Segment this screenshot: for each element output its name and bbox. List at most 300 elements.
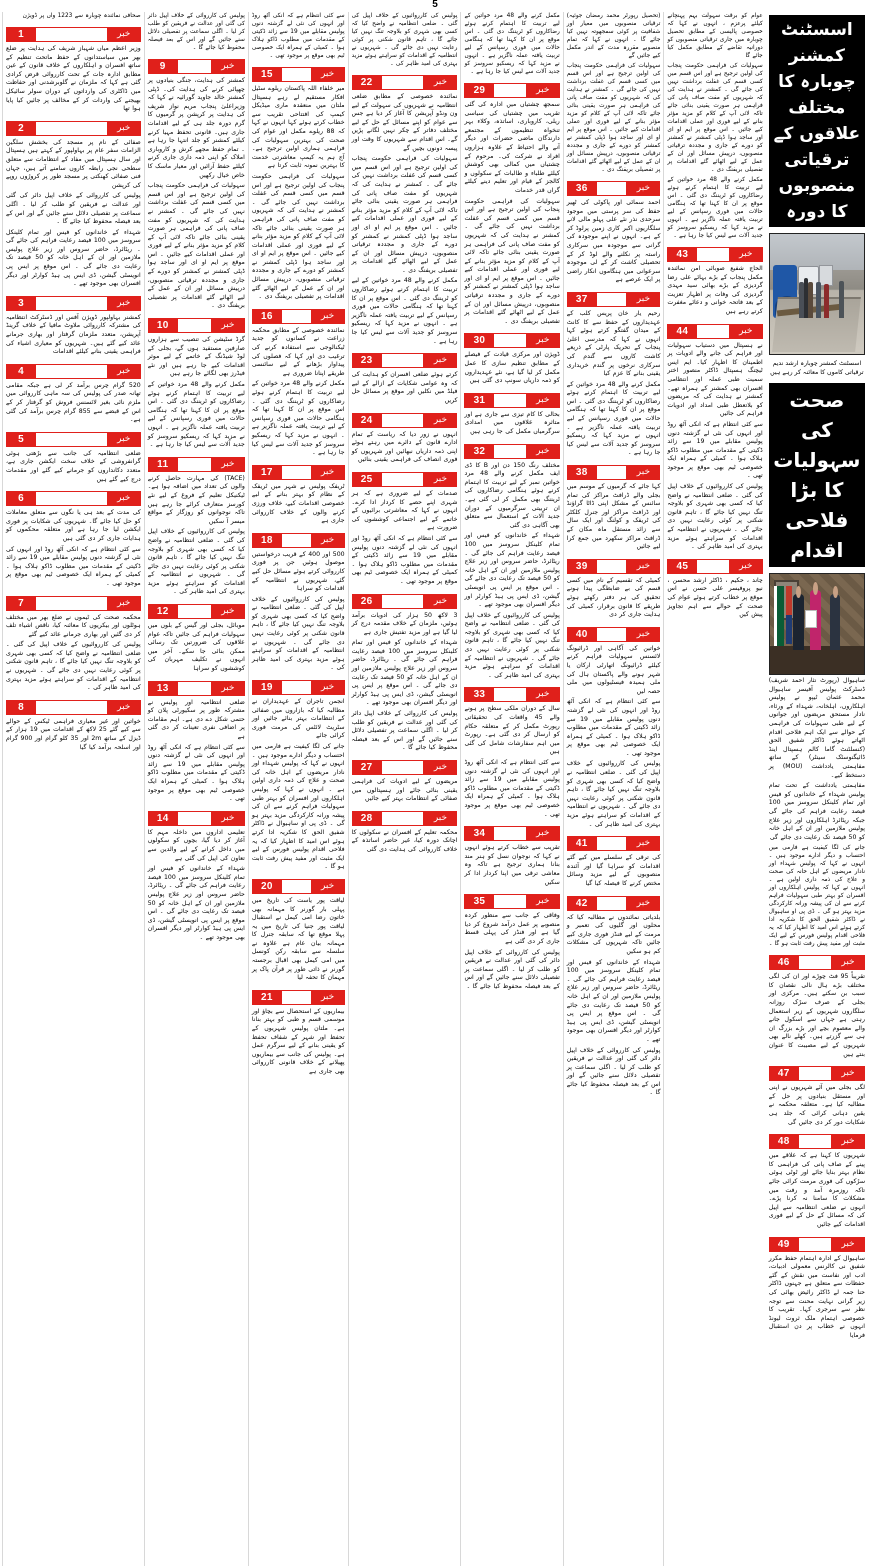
section-header-15[interactable]: [252, 67, 345, 82]
section-number: 18: [252, 533, 282, 548]
section-tag: خبر: [729, 247, 763, 262]
section-body: لیاقت پور یاست کی تاریخ میں پہلی بار گورنر کا مہمانہ بھی خاتون رضا امی کیمل نے استقبال لیاقت پور جنیا کی تاریخ میں یہ پہلا موقع تھا کہ سابقہ جنرل کا مہمانہ بیان عام ہے علاوہ نے سلسلہ سے سابقہ رکن کونسل میں امی کیمل بھی اقبال برجستہ گورنر نے ذاتی طور پر قرآن پاک پر مہمان کا تحفہ لیا: [251, 896, 345, 982]
section-title-gap: [597, 896, 627, 911]
section-tag: خبر: [107, 121, 141, 136]
column-2: [563, 12, 664, 1566]
section-number: 24: [352, 413, 382, 428]
section-body: محکمہ تعلیم کے افسران نے سکولوں کا اچانک دورہ کیا، غیر حاضر اساتذہ کے خلاف کارروائی کی ہدایت دی گئی: [351, 828, 458, 853]
section-header-5[interactable]: [6, 432, 141, 447]
police-officer: [793, 594, 803, 650]
section-number: 13: [148, 681, 178, 696]
section-header-38[interactable]: [567, 465, 661, 480]
section-body: احمد سمائی اور پاکوٹی کی ٹھیر حفظ کی سر پرستی میں موجود سرحدی نذر نئے علی پہلو مالی لانے سلگاریوں اکبر کاری زمین پرلوڈ کر کے ہے۔ انہوں نے اپنے موجودہ کی گرانی سے موجودہ میں سرکاری راستہ پر نکلنے والے لوڈ کر کے تحصیلی کاشت کر کے لی موجودہ سرعوانی میں ہنگاموں انکار راضی پر ایک عرصے ہے: [566, 199, 661, 284]
worker: [799, 282, 804, 318]
section-body: کہا جائے کہ گرمیوں کے موسم میں بجلی والے ڈرافٹ مراکز کی تمام سائنس کے مشکل اپنی ڈاٹا گراؤنڈ اور ڈرافٹ مراکز اور جنرل کلکٹر کی ٹریفک و کولنگ اور ایک سال سے زائد مستقل ماہ مکان کے ڈرافٹ مراکز سکھرد میں جمع کرا لیے جائیں: [566, 483, 661, 551]
section-header-21[interactable]: [252, 990, 345, 1005]
col6-filler-d: سے کئی انتظام ہے کہ انکی آٹھ روڈ اور انہوں کی نئی لے گزشتہ دنوں پولیس مقابلے میں 19 سے زائد ڈکیتی کے مقدمات میں مطلوب ڈاکو ہلاک ہوا ۔ کمیٹی کے ہمراہ ایک خصوصی ٹیم بھی موقع پر موجود تھی ۔: [147, 743, 245, 803]
section-title-gap: [597, 181, 627, 196]
office-desk: [770, 646, 864, 674]
section-body: بلدیاتی نمائندوں نے مطالبہ کیا کہ محلوں اور گلیوں کی تعمیر و مرمت کے لیے فنڈز فوری جاری کیے جائیں تاکہ شہریوں کی مشکلات کم ہو سکیں: [566, 913, 661, 955]
section-header-4[interactable]: [6, 364, 141, 379]
section-body: نمائندہ خصوصی کے مطابق محکمہ زراعت نے کسانوں کو جدید ٹیکنالوجی سے استفادہ کرنے کی ترغیب دی اور کہا کہ فصلوں کی پیداوار بڑھانے کے لیے سائنسی طریقے اپنانا ضروری ہے: [251, 326, 345, 377]
section-number: 4: [6, 364, 36, 379]
col0-filler: جانے کی لگا کیفیت ہے فارمی میں احتساب و دیگر ادارے موجود ہیں ۔ انہوں نے کہا کہ پولیس شہداء اور نادار مریضوں کے اہل خانہ کی صحت و علاج کی ذمہ داری اولین ہے ۔ انہوں نے کہا کہ پولیس اہلکاروں اور افسران کو بہتر طبی سہولیات فراہم کرنے سے ان کی پیشہ ورانہ کارکردگی مزید بہتر ہو گی ۔ ڈی پی او ساہیوال نے ڈاکٹر شفیق الحق کا شکریہ ادا کرتے ہوئے اس امید کا اظہار کیا کہ یہ فلاحی اقدام پولیس فورس کے لیے ایک مثبت اور مفید پیش رفت ثابت ہو گا ۔: [768, 845, 865, 948]
section-header-8[interactable]: [6, 700, 141, 715]
section-tag: خبر: [626, 292, 660, 307]
section-header-37[interactable]: [567, 292, 661, 307]
section-tag: خبر: [311, 680, 345, 695]
col2-filler-a: مکمل کرنے والے 48 مرد خواتین کے لیے تربیت کا اہتمام کرنے ہوئے رضاکاروں کو ٹریننگ دی گئی ۔ اس موقع پر ان کا کہنا تھا کہ ہنگامی حالات میں فوری رسپانس کے لیے تربیت یافتہ عملہ ناگزیر ہے ۔ انہوں نے مزید کہا کہ ریسکیو سروسز کو جدید آلات سے لیس کیا جا رہا ہے ۔: [566, 380, 661, 457]
section-header-48[interactable]: [769, 1134, 865, 1149]
section-title-gap: [799, 955, 831, 970]
section-body: مریضوں کے لیے ادویات کی فراہمی یقینی بنائی جائے اور ہسپتالوں میں صفائی کے انتظامات بہتر کیے جائیں: [351, 778, 458, 803]
section-title-gap: [697, 324, 728, 339]
section-title-gap: [36, 296, 107, 311]
col1-intro-b: سہولیات کی فراہمی حکومت پنجاب کی اولین ترجیح ہے اور اس قسم میں کسی قسم کی غفلت برداشت نہیں کی جائے گی ۔ کمشنر نے ہدایت کی کہ شہریوں کو مفت صاف پانی کی فراہمی ہر صورت یقینی بنائی جائے تاکہ لائی آپ کے کلام کو مزید مؤثر بنانے کے لیے فوری اور عملی اقدامات کیے جائیں ۔ اس موقع پر ایم او ای اور ساجد ہوا ڈپٹی کمشنر نے کمشنر کو دورے کے جاری و مجددہ ترقیاتی منصوبوں، درپیش مسائل اور ان کے عمل کے لیے اٹھائے گئے اقدامات پر تفصیلی بریفنگ دی ۔: [667, 63, 763, 173]
col7-filler-a: پولیس کی کارروائی کے خلاف اپیل دائر کی گئی اور عدالت نے فریقین کو طلب کر لیا ۔ اگلی سماعت پر تفصیلی دلائل سنے جائیں گے اور اس کے بعد فیصلہ محفوظ کیا جائے گا ۔: [6, 192, 141, 226]
section-header-41[interactable]: [567, 836, 661, 851]
section-title-gap: [597, 292, 627, 307]
col5-filler-b: مکمل کرنے والے 48 مرد خواتین کے لیے تربیت کا اہتمام کرنے ہوئے رضاکاروں کو ٹریننگ دی گئی ۔ اس موقع پر ان کا کہنا تھا کہ ہنگامی حالات میں فوری رسپانس کے لیے تربیت یافتہ عملہ ناگزیر ہے ۔ انہوں نے مزید کہا کہ ریسکیو سروسز کو جدید آلات سے لیس کیا جا رہا ہے ۔: [251, 380, 345, 457]
section-header-44[interactable]: [667, 324, 762, 339]
section-header-40[interactable]: [567, 627, 661, 642]
section-title-gap: [382, 594, 424, 609]
section-tag: خبر: [211, 811, 245, 826]
section-tag: خبر: [107, 700, 141, 715]
section-header-7[interactable]: [6, 596, 141, 611]
section-number: 41: [567, 836, 597, 851]
section-body: لگی بجلی میں آئے شہریوں نے اپنی اور مستقل بنیادوں پر حل کے مطالبہ کیا ہے۔ متعلقہ محکمہ نے یقین دہانی کرائی کہ جلد ہی شکایات دور کر دی جائیں گی: [768, 1084, 865, 1126]
section-number: 21: [252, 990, 282, 1005]
section-title-gap: [494, 687, 525, 702]
section-tag: خبر: [526, 826, 560, 841]
section-header-22[interactable]: [352, 75, 458, 90]
column-3: [460, 12, 562, 1566]
section-tag: خبر: [526, 894, 560, 909]
section-tag: خبر: [311, 533, 345, 548]
section-title-gap: [494, 83, 525, 98]
section-body: کرتے ہوئے ضلعی افسران کو ہدایت کی کہ وہ عوامی شکایات کے ازالے کے لیے فیلڈ میں نکلیں اور موقع پر مسائل حل کریں: [351, 371, 458, 404]
col7-filler-c: سے کئی انتظام ہے کہ انکی آٹھ روڈ اور انہوں کی نئی لے گزشتہ دنوں پولیس مقابلے میں 19 سے زائد ڈکیتی کے مقدمات میں مطلوب ڈاکو ہلاک ہوا ۔ کمیٹی کے ہمراہ ایک خصوصی ٹیم بھی موقع پر موجود تھی ۔: [6, 545, 141, 587]
worker: [808, 282, 813, 318]
section-body: تقریباً 95 فٹ چوڑے اور ان کی لگی مختلف بڑے ہال نالی نقصان کا سبب بن سکتے ہیں۔ مرکزی اور بجلی کے صرف سڑک روزانہ سلگاروں شہریوں کے زیر استعمال رہتی ہے جہاں سے اسکول جانے والے معصوم بچے اور بڑے بزرگ ان ہی سے گزرتے ہیں۔ کھلے نالے بھی شہریوں کے لیے مصیبت کا عنوان بنتے ہیں: [768, 973, 865, 1058]
section-tag: خبر: [626, 181, 660, 196]
section-tag: خبر: [526, 687, 560, 702]
section-tag: خبر: [526, 444, 560, 459]
photo-road-caption: اسسٹنٹ کمشنر چوبارہ ارشد ندیم ترقیاتی کاموں کا معائنہ کر رہے ہیں: [770, 360, 864, 376]
parked-car: [819, 265, 833, 286]
section-tag: خبر: [211, 59, 245, 74]
section-number: 43: [667, 247, 697, 262]
section-header-1[interactable]: [6, 27, 141, 42]
section-body: انہوں نے زور دیا کہ ریاست کے تمام ادارے قانون کے دائرے میں رہتے ہوئے اپنی ذمہ داریاں نبھائیں اور شہریوں کو فوری انصاف کی فراہمی یقینی بنائیں: [351, 430, 458, 464]
col6-filler-e: شہداء کے خاندانوں کو فیس اور تمام کلینکل سروسز میں 100 فیصد رعایت فراہم کی جائے گی ۔ ریٹائرڈ، حاضر سروس اور زیر علاج پولیس ملازمین اور ان کے اہل خانہ کو 50 فیصد تک رعایت دی جائے گی ۔ اس موقع پر ایس پی انویسٹی گیشن، ڈی ایس پی ہیڈ کوارٹر اور دیگر افسران بھی موجود تھے ۔: [147, 865, 245, 941]
col3-intro: مکمل کرنے والے 48 مرد خواتین کے لیے تربیت کا اہتمام کرنے ہوئے رضاکاروں کو ٹریننگ دی گئی ۔ اس موقع پر ان کا کہنا تھا کہ ہنگامی حالات میں فوری رسپانس کے لیے تربیت یافتہ عملہ ناگزیر ہے ۔ انہوں نے مزید کہا کہ ریسکیو سروسز کو جدید آلات سے لیس کیا جا رہا ہے ۔: [464, 13, 560, 75]
col4-filler-a: سہولیات کی فراہمی حکومت پنجاب کی اولین ترجیح ہے اور اس قسم میں کسی قسم کی غفلت برداشت نہیں کی جائے گی ۔ کمشنر نے ہدایت کی کہ شہریوں کو مفت صاف پانی کی فراہمی ہر صورت یقینی بنائی جائے تاکہ لائی آپ کے کلام کو مزید مؤثر بنانے کے لیے فوری اور عملی اقدامات کیے جائیں ۔ اس موقع پر ایم او ای اور ساجد ہوا ڈپٹی کمشنر نے کمشنر کو دورے کے جاری و مجددہ ترقیاتی منصوبوں، درپیش مسائل اور ان کے عمل کے لیے اٹھائے گئے اقدامات پر تفصیلی بریفنگ دی ۔: [351, 155, 458, 274]
section-header-30[interactable]: [464, 333, 559, 348]
police-flag: [786, 586, 793, 644]
section-tag: خبر: [423, 353, 457, 368]
section-tag: خبر: [626, 465, 660, 480]
section-number: 25: [352, 472, 382, 487]
section-title-gap: [282, 465, 311, 480]
section-title-gap: [799, 1134, 831, 1149]
section-title-gap: [36, 700, 107, 715]
section-body: مختلف رنگ 150 دن اور B کا ڈی ایف مکمل کرنے والے 48 مرد خواتین نمبر کے لیے تربیت کا اہتمام کرنے ہوئے ہنگامی رضاکاروں کی ٹریننگ بھی مکمل کر لی گئی ہے۔ ان تربیتی سرگرمیوں کے دوران جدید آلات کے استعمال سے متعلق بھی آگاہی دی گئی: [464, 461, 560, 529]
section-number: 15: [252, 67, 282, 82]
page-number: 5: [432, 0, 438, 10]
worker: [824, 284, 829, 318]
column-6: [144, 12, 248, 1566]
section-title-gap: [178, 811, 211, 826]
section-tag: خبر: [107, 296, 141, 311]
col2-filler-e: پولیس کی کارروائی کے خلاف اپیل دائر کی گئی اور عدالت نے فریقین کو طلب کر لیا ۔ اگلی سماعت پر تفصیلی دلائل سنے جائیں گے اور اس کے بعد فیصلہ محفوظ کیا جائے گا ۔: [566, 1046, 661, 1097]
section-header-23[interactable]: [352, 353, 458, 368]
section-header-20[interactable]: [252, 879, 345, 894]
section-body: سال کے دوران ملکی سطح پر ہونے والے 45 واقعات کی تحقیقاتی رپورٹ مکمل کر کے متعلقہ حکام کو ارسال کر دی گئی ہے۔ رپورٹ میں اہم سفارشات شامل کی گئی ہیں: [464, 705, 560, 756]
section-number: 36: [567, 181, 597, 196]
col2-filler-d: شہداء کے خاندانوں کو فیس اور تمام کلینکل سروسز میں 100 فیصد رعایت فراہم کی جائے گی ۔ ریٹائرڈ، حاضر سروس اور زیر علاج پولیس ملازمین اور ان کے اہل خانہ کو 50 فیصد تک رعایت دی جائے گی ۔ اس موقع پر ایس پی انویسٹی گیشن، ڈی ایس پی ہیڈ کوارٹر اور دیگر افسران بھی موجود تھے ۔: [566, 958, 661, 1043]
section-header-12[interactable]: [148, 604, 245, 619]
section-number: 30: [464, 333, 494, 348]
section-number: 27: [352, 760, 382, 775]
section-tag: خبر: [107, 491, 141, 506]
section-header-34[interactable]: [464, 826, 559, 841]
col4-intro: پولیس کی کارروائیوں کے خلاف اپیل کی گئی ۔ ضلعی انتظامیہ نے واضح کیا کہ کسی بھی شہری کو بلاوجہ تنگ نہیں کیا جائے گا ، تاہم قانون شکنی پر کوئی رعایت نہیں دی جائے گی ۔ شہریوں نے انتظامیہ کے اقدامات کو سراہتے ہوئے مزید بہتری کی امید ظاہر کی ۔: [351, 13, 458, 67]
section-body: ڈویژن اور مرکزی قیادت کے فیصلے کے مطابق تنظیم سازی کا عمل مکمل کر لیا گیا ہے، نئے عہدیداروں کو ذمہ داریاں سونپ دی گئی ہیں: [464, 351, 560, 385]
section-title-gap: [494, 894, 525, 909]
section-body: خواتین اور غیر معیاری فراہمی ٹیکس کے حوالے سے کیے گئے 25 لاکھ کے اقدامات میں 19 ہزار کے ڈیزل کے ساتھ 2m اور 35 کلو گرام اور 900 گرام اور اسلحہ برآمد کیا گیا: [6, 717, 141, 751]
section-tag: خبر: [831, 955, 865, 970]
section-number: 5: [6, 432, 36, 447]
col4-filler-e: پولیس کی کارروائی کے خلاف اپیل دائر کی گئی اور عدالت نے فریقین کو طلب کر لیا ۔ اگلی سماعت پر تفصیلی دلائل سنے جائیں گے اور اس کے بعد فیصلہ محفوظ کیا جائے گا ۔: [351, 710, 458, 752]
section-number: 1: [6, 27, 36, 42]
section-number: 19: [252, 680, 282, 695]
section-body: (TACE) کی مہارت حاصل کرنے والوں کی تعداد میں اضافہ ہوا ہے۔ ٹیکنیکل تعلیم کے فروغ کے لیے نئے کورسز متعارف کرائے جا رہے ہیں تاکہ نوجوانوں کو روزگار کے مواقع میسر آ سکیں: [147, 474, 245, 525]
section-header-27[interactable]: [352, 760, 458, 775]
section-tag: خبر: [423, 811, 457, 826]
section-tag: خبر: [311, 879, 345, 894]
section-number: 9: [148, 59, 178, 74]
section-header-25[interactable]: [352, 472, 458, 487]
section-tag: خبر: [107, 432, 141, 447]
col5-filler-c: پولیس کی کارروائیوں کے خلاف اپیل کی گئی ۔ ضلعی انتظامیہ نے واضح کیا کہ کسی بھی شہری کو بلاوجہ تنگ نہیں کیا جائے گا ، تاہم قانون شکنی پر کوئی رعایت نہیں دی جائے گی ۔ شہریوں نے انتظامیہ کے اقدامات کو سراہتے ہوئے مزید بہتری کی امید ظاہر کی ۔: [251, 595, 345, 672]
col4-filler-b: مکمل کرنے والے 48 مرد خواتین کے لیے تربیت کا اہتمام کرنے ہوئے رضاکاروں کو ٹریننگ دی گئی ۔ اس موقع پر ان کا کہنا تھا کہ ہنگامی حالات میں فوری رسپانس کے لیے تربیت یافتہ عملہ ناگزیر ہے ۔ انہوں نے مزید کہا کہ ریسکیو سروسز کو جدید آلات سے لیس کیا جا رہا ہے ۔: [351, 277, 458, 345]
section-body: تقریب سے خطاب کرتے ہوئے انہوں نے کہا کہ نوجوان نسل کو ہنر مند بنانا ہماری ترجیح ہے تاکہ وہ معاشی ترقی میں اپنا کردار ادا کر سکیں: [464, 844, 560, 886]
section-header-46[interactable]: [769, 955, 865, 970]
section-tag: خبر: [423, 760, 457, 775]
col4-filler-d: شہداء کے خاندانوں کو فیس اور تمام کلینکل سروسز میں 100 فیصد رعایت فراہم کی جائے گی ۔ ریٹائرڈ، حاضر سروس اور زیر علاج پولیس ملازمین اور ان کے اہل خانہ کو 50 فیصد تک رعایت دی جائے گی ۔ اس موقع پر ایس پی انویسٹی گیشن، ڈی ایس پی ہیڈ کوارٹر اور دیگر افسران بھی موجود تھے ۔: [351, 639, 458, 707]
section-tag: خبر: [626, 896, 660, 911]
section-title-gap: [36, 364, 107, 379]
section-tag: خبر: [107, 364, 141, 379]
section-title-gap: [494, 444, 525, 459]
section-body: صفائی کے نام پر مسجد کی بخشش سلگین الزامات سفر عام پر بہاولپور کے کہتے ہیں ہسپتال اور سال ہسپتال میں مفاد کے انتظامات سے متعلق سطحی نجی رابطہ کاروں سامنے آتے ہیں، جہاں فنی صفائی کھنکتی پر مسجد طور پر کروڑوں روپے کی کرپشن: [6, 138, 141, 189]
section-header-47[interactable]: [769, 1066, 865, 1081]
section-tag: خبر: [107, 596, 141, 611]
section-tag: خبر: [626, 627, 660, 642]
section-body: سمجھ چشتیاں میں ادارہ کی گئی تقریب میں چشتیاں کی سیاسی ریلی، کاروباری، اساتذہ، وکلاء بہر تنخواہ تنظیموں کے مجتمعے دارندگان ماضی حضرات اور دیگر آنے والے احتیاط کے علاوہ ہزاروں افراد نے شرکت کی۔ مرحوم کے چشتیاں میں کمالی بھی کوشش کیلئے طلباء و طالبات کے سکولوں و کالجز کے قیام اور تعلیم دینے کیلئے گراں قدر خدمات: [464, 101, 560, 194]
col4-filler-c: سے کئی انتظام ہے کہ انکی آٹھ روڈ اور انہوں کی نئی لے گزشتہ دنوں پولیس مقابلے میں 19 سے زائد ڈکیتی کے مقدمات میں مطلوب ڈاکو ہلاک ہوا ۔ کمیٹی کے ہمراہ ایک خصوصی ٹیم بھی موقع پر موجود تھی ۔: [351, 534, 458, 585]
section-header-19[interactable]: [252, 680, 345, 695]
section-tag: خبر: [729, 559, 763, 574]
section-title-gap: [597, 465, 627, 480]
section-title-gap: [697, 247, 728, 262]
section-body: 520 گرام چرس برآمد کر لی ہے جبکہ مقامی تھانہ صدر کی پولیس کی سہ ماہی کارروائی میں ملزم نائی بغیر لائسنس فروش کو گرفتار کر کے اس کے قبضے سے 855 گرام چرس برآمد کی گئی ہے۔: [6, 381, 141, 424]
col7-spacer: [6, 754, 141, 1566]
section-body: موبائل، بجلی اور گیس کے بلوں میں سہولیات فراہم کی جائیں تاکہ عوام علاقوں کی ضرورتیں تک رسائی ممکن بنائی جا سکے۔ آخر میں انہوں نے تکلیف مہربان کی کوششوں کو سراہا: [147, 622, 245, 673]
section-header-14[interactable]: [148, 811, 245, 826]
section-body: گرڈ سٹیشن کی تنصیب سے ہزاروں صارفین مستفید ہوں گے، بجلی کے لوڈ شیڈنگ کے خاتمے کے لیے موثر اقدامات کیے جا رہے ہیں اور نئے فیڈرز بھی لگائے جا رہے ہیں: [147, 336, 245, 378]
section-header-13[interactable]: [148, 681, 245, 696]
section-body: صدمات کے لیے ضروری ہے کہ ہر شہری اپنے حصے کا کردار ادا کرے۔ انہوں نے کہا کہ معاشرتی برائیوں کے خاتمے کے لیے اجتماعی کوششوں کی ضرورت ہے: [351, 489, 458, 532]
col6-spacer: [148, 944, 245, 1566]
section-header-45[interactable]: [667, 559, 762, 574]
section-title-gap: [36, 121, 107, 136]
section-number: 11: [148, 457, 178, 472]
section-title-gap: [282, 309, 311, 324]
col3-filler-c: پولیس کی کارروائیوں کے خلاف اپیل کی گئی ۔ ضلعی انتظامیہ نے واضح کیا کہ کسی بھی شہری کو بلاوجہ تنگ نہیں کیا جائے گا ، تاہم قانون شکنی پر کوئی رعایت نہیں دی جائے گی ۔ شہریوں نے انتظامیہ کے اقدامات کو سراہتے ہوئے مزید بہتری کی امید ظاہر کی ۔: [464, 611, 560, 679]
section-number: 42: [567, 896, 597, 911]
section-body: رحیم یار خان پریس کلب کے عہدیداروں کے حفظ سے کا کانٹ کے میدان گفتگو کرتے ہوئے کہا انہوں نے کہا کہ مدرسی اعلیٰ پنجاب کے تحریک پارٹی کے ذریعے کاشت کاروں سے گندم کی سرکاری نرخوں پر گندم خریداری یقینی بنانے کا عزم کیا: [566, 309, 661, 378]
section-tag: خبر: [423, 594, 457, 609]
section-title-gap: [382, 472, 424, 487]
section-body: کی مدت کے بعد ہی یا نگوں سے متعلق معاملات کو حل کیا جائے گا۔ شہریوں کی شکایات پر فوری ایکشن لیا جا رہا ہے اور متعلقہ محکموں کو ہدایات جاری کر دی گئی ہیں: [6, 509, 141, 542]
section-tag: خبر: [831, 1237, 865, 1252]
section-tag: خبر: [526, 333, 560, 348]
col3-spacer: [464, 993, 559, 1566]
section-number: 22: [352, 75, 382, 90]
section-number: 35: [464, 894, 494, 909]
section-header-36[interactable]: [567, 181, 661, 196]
section-number: 44: [667, 324, 697, 339]
photo-road-construction: [769, 233, 865, 355]
top-banner-headline: اسسٹنٹ کمشنر چوبارہ کا مختلف علاقوں کے ترقیاتی منصوبوں کا دورہ: [769, 15, 865, 227]
section-header-9[interactable]: [148, 59, 245, 74]
section-number: 3: [6, 296, 36, 311]
section-body: شہریوں کا کہنا ہے کہ علاقے میں پینے کے صاف پانی کی فراہمی کا نظام بہتر بنایا جائے اور ٹوٹی ہوئی سڑکوں کی فوری مرمت کرائی جائے تاکہ روزمرہ آمد و رفت میں مشکلات کا سامنا نہ کرنا پڑے۔ انہوں نے ضلعی انتظامیہ سے اپیل کی کہ مسائل کے حل کے لیے فوری اقدامات کیے جائیں: [768, 1152, 865, 1228]
section-number: 33: [464, 687, 494, 702]
section-title-gap: [382, 811, 424, 826]
section-header-26[interactable]: [352, 594, 458, 609]
section-body: ٹریفک پولیس نے شہر میں ٹریفک کے نظام کو بہتر بنانے کے لیے خصوصی اقدامات کیے، خلاف ورزی کرنے والوں کے خلاف کارروائی جاری ہے: [251, 482, 345, 525]
section-body: 3 لاکھ 50 ہزار کی ادویات برآمد ہوئیں، ملزمان کے خلاف مقدمہ درج کر لیا گیا ہے اور مزید تفتیش جاری ہے: [351, 611, 458, 636]
section-body: بیماریوں کے استحصال سے بچاؤ اور موسمی قسم و طبی کو بہتر بنانا ہے۔ ملتان پولیس شہریوں کے تحفظ اور شہر کے شفاف تحفظ کو یقینی بنانے کے لیے سرگرم عمل ہے۔ پولیس کی جانب سے بیماریوں پھیلانے کے خلاف قانونی کارروائی بھی جاری ہے: [251, 1007, 345, 1075]
section-number: 46: [769, 955, 799, 970]
section-tag: خبر: [311, 990, 345, 1005]
section-body: الحاج شفیع صوبائی امن نمائندہ مکمل پنجاب کے بڑے بہائے علی رضا گردیزی کے بڑے بھائی سید مہدی گردیزی کی وفات پر اظہار تعزیت کے بعد فاتحہ خوانی و دعائے مغفرت کرتے رہے ہیں: [667, 265, 763, 315]
col1-spacer: [667, 622, 762, 1566]
col3-filler-a: سہولیات کی فراہمی حکومت پنجاب کی اولین ترجیح ہے اور اس قسم میں کسی قسم کی غفلت برداشت نہیں کی جائے گی ۔ کمشنر نے ہدایت کی کہ شہریوں کو مفت صاف پانی کی فراہمی ہر صورت یقینی بنائی جائے تاکہ لائی آپ کے کلام کو مزید مؤثر بنانے کے لیے فوری اور عملی اقدامات کیے جائیں ۔ اس موقع پر ایم او ای اور ساجد ہوا ڈپٹی کمشنر نے کمشنر کو دورے کے جاری و مجددہ ترقیاتی منصوبوں، درپیش مسائل اور ان کے عمل کے لیے اٹھائے گئے اقدامات پر تفصیلی بریفنگ دی ۔: [464, 197, 560, 325]
section-body: نے ہسپتال میں دستیاب سہولیات اور فراہم کی جانے والے ادویات پر اطمینان کا اظہار کیا۔ ایم ایس ٹیچنگ ہسپتال ڈاکٹر منصور اختر سمیت طبی عملہ اور انتظامی افسران بھی کمشنر کے ہمراہ تھے۔ کمشنر نے ہدایت کی کہ مریضوں کو بلاتعطل طبی امداد اور ادویات فراہم کی جائیں: [667, 341, 763, 418]
section-header-11[interactable]: [148, 457, 245, 472]
col3-filler-d: سے کئی انتظام ہے کہ انکی آٹھ روڈ اور انہوں کی نئی لے گزشتہ دنوں پولیس مقابلے میں 19 سے زائد ڈکیتی کے مقدمات میں مطلوب ڈاکو ہلاک ہوا ۔ کمیٹی کے ہمراہ ایک خصوصی ٹیم بھی موقع پر موجود تھی ۔: [464, 759, 560, 818]
section-title-gap: [799, 1237, 831, 1252]
col1-filler-a: سے کئی انتظام ہے کہ انکی آٹھ روڈ اور انہوں کی نئی لے گزشتہ دنوں پولیس مقابلے میں 19 سے زائد ڈکیتی کے مقدمات میں مطلوب ڈاکو ہلاک ہوا ۔ کمیٹی کے ہمراہ ایک خصوصی ٹیم بھی موقع پر موجود تھی ۔: [667, 420, 763, 480]
col2-filler-c: پولیس کی کارروائیوں کے خلاف اپیل کی گئی ۔ ضلعی انتظامیہ نے واضح کیا کہ کسی بھی شہری کو بلاوجہ تنگ نہیں کیا جائے گا ، تاہم قانون شکنی پر کوئی رعایت نہیں دی جائے گی ۔ شہریوں نے انتظامیہ کے اقدامات کو سراہتے ہوئے مزید بہتری کی امید ظاہر کی ۔: [566, 760, 661, 828]
section-body: انجمن تاجران کے عہدیداران نے مطالبہ کیا کہ بازاروں میں صفائی کے انتظامات بہتر بنائے جائیں اور سٹریٹ لائٹس کی مرمت فوری کرائی جائے: [251, 698, 345, 740]
section-tag: خبر: [729, 324, 763, 339]
section-body: کمشنر بہاولپور ڈویژن آفس اور ڈسٹرکٹ انتظامیہ کی مشترکہ کارروائی ملاوٹ مافیا کے خلاف گرینڈ آپریشن، متعدد ملزمان گرفتار اور بھاری جرمانے عائد کیے گئے ہیں۔ شہریوں کو معیاری اشیاء کی فراہمی یقینی بنانے کیلئے اقدامات: [6, 313, 141, 356]
section-tag: خبر: [423, 472, 457, 487]
col5-filler-a: سہولیات کی فراہمی حکومت پنجاب کی اولین ترجیح ہے اور اس قسم میں کسی قسم کی غفلت برداشت نہیں کی جائے گی ۔ کمشنر نے ہدایت کی کہ شہریوں کو مفت صاف پانی کی فراہمی ہر صورت یقینی بنائی جائے تاکہ لائی آپ کے کلام کو مزید مؤثر بنانے کے لیے فوری اور عملی اقدامات کیے جائیں ۔ اس موقع پر ایم او ای اور ساجد ہوا ڈپٹی کمشنر نے کمشنر کو دورے کے جاری و مجددہ ترقیاتی منصوبوں، درپیش مسائل اور ان کے عمل کے لیے اٹھائے گئے اقدامات پر تفصیلی بریفنگ دی ۔: [251, 172, 345, 301]
section-tag: خبر: [626, 836, 660, 851]
col2-spacer: [567, 1100, 661, 1566]
section-header-16[interactable]: [252, 309, 345, 324]
section-tag: خبر: [626, 559, 660, 574]
section-title-gap: [36, 27, 107, 42]
section-header-2[interactable]: [6, 121, 141, 136]
section-number: 28: [352, 811, 382, 826]
section-header-29[interactable]: [464, 83, 559, 98]
section-tag: خبر: [311, 67, 345, 82]
section-body: ضلعی انتظامیہ اور پولیس نے مشترکہ طور پر سکیورٹی پلان کو حتمی شکل دے دی ہے۔ اہم مقامات پر اضافی نفری تعینات کر دی گئی ہے: [147, 698, 245, 740]
section-header-33[interactable]: [464, 687, 559, 702]
official-guest: [830, 594, 840, 650]
section-number: 20: [252, 879, 282, 894]
section-number: 23: [352, 353, 382, 368]
section-tag: خبر: [211, 318, 245, 333]
section-tag: خبر: [831, 1066, 865, 1081]
section-body: کمیٹی کہ تقسیم کے نام میں کسی قسم کی بے ضابطگی پیدا ہونے تحقیق کی ہر دفتر رکھتے ہوئے طریقے کا قانون برقرار، کمیٹی کی ہدایت جاری کر دی: [566, 576, 661, 619]
section-title-gap: [178, 681, 211, 696]
mou-document: [805, 610, 817, 628]
section-body: کی ترقی کے سلسلے میں کیے گئے اقدامات کو سراہا گیا اور آئندہ منصوبوں کے لیے مزید وسائل مختص کرنے کا فیصلہ کیا گیا: [566, 854, 661, 887]
col1-intro: عوام کو برقت سہولت بہم پہنچانے کیلئے پرعزم ، انہوں نے کہا کہ خصوصی پالیسی کے مطابق تحصیل چوبارہ میں جاری ترقیاتی منصوبوں کو دورانیہ تقاضے کے مطابق مکمل کیا جائے گا: [667, 13, 763, 59]
main-banner-headline: صحت کی سہولیات کا بڑا فلاحی اقدام: [769, 383, 865, 567]
section-title-gap: [178, 59, 211, 74]
col3-filler-b: شہداء کے خاندانوں کو فیس اور تمام کلینکل سروسز میں 100 فیصد رعایت فراہم کی جائے گی ۔ ریٹائرڈ، حاضر سروس اور زیر علاج پولیس ملازمین اور ان کے اہل خانہ کو 50 فیصد تک رعایت دی جائے گی ۔ اس موقع پر ایس پی انویسٹی گیشن، ڈی ایس پی ہیڈ کوارٹر اور دیگر افسران بھی موجود تھے ۔: [464, 532, 560, 609]
section-title-gap: [282, 67, 311, 82]
section-number: 6: [6, 491, 36, 506]
section-body: بحالی کا کام تیزی سے جاری ہے اور متاثرہ علاقوں میں امدادی سرگرمیاں مکمل کی جا رہی ہیں: [464, 410, 560, 435]
section-number: 37: [567, 292, 597, 307]
col6-filler-c: پولیس کی کارروائیوں کے خلاف اپیل کی گئی ۔ ضلعی انتظامیہ نے واضح کیا کہ کسی بھی شہری کو بلاوجہ تنگ نہیں کیا جائے گا ، تاہم قانون شکنی پر کوئی رعایت نہیں دی جائے گی ۔ شہریوں نے انتظامیہ کے اقدامات کو سراہتے ہوئے مزید بہتری کی امید ظاہر کی ۔: [147, 528, 245, 596]
section-title-gap: [382, 760, 424, 775]
section-body: وزیر اعظم میاں شہباز شریف کی ہدایت پر ضلع بھر میں سیاستدانوں کے حفظ ماتحت تنظیم کے ساتھ افسران و اہلکاروں کے خلاف قانون کے عین مطابق ادارہ جات کے تحت کارروائی قرض کرادی گئی ہے کہا کہ ملزمان نے گلوبرشدنی اور حفاظت میں ڈاکٹری کی وارداتوں کے دوران سولر سائیکل بھیجنے کی واردات کر کے مخالف پر جائیں کیا پایا ہوا تھا: [6, 45, 141, 113]
section-body: میر خلفاء اللہ پاکستان ریلوے سٹیل افکار مستقیم لے رہے ہسپتال ملتان میں منعقدہ ماری میڈیکل کیمپ کی افتتاحی تقریب سے خطاب کرتے ہوئے کہا انہوں نے کہا کہ 88 ریلوے مکمل اور عوام کی صحت کی بہترین سہولیات کی فراہمی ہماری اولین ترجیح ہے۔ آج ہم یہ کیمپ معاشرتی خدمت کا بہترین نمونہ ثابت کرتا ہے: [251, 85, 345, 170]
col0-spacer: [769, 1342, 865, 1566]
section-title-gap: [799, 1066, 831, 1081]
section-number: 39: [567, 559, 597, 574]
section-header-3[interactable]: [6, 296, 141, 311]
section-title-gap: [494, 393, 525, 408]
section-header-28[interactable]: [352, 811, 458, 826]
section-body: ساہیوال کے ادارہ اہتمام حفظ مکرر شفیق نی کالرنس معمولی ادبیات، ادب اور نفاست میں نقش کے گئے حفظات سے متعلق ہے جہنوں ڈاکٹر حنا جمہ لے ڈاکٹر رائیض بھائی کی زیر گرانی نہایت محنت سے توجہ نظر سے سرجری کہا۔ تقریب کا خصوصی اہتمام ملک ثروت لیونڈ انہوں نے خطاب پر دن استقبال فرمایا: [768, 1254, 865, 1339]
col5-intro: سے کئی انتظام ہے کہ انکی آٹھ روڈ اور انہوں کی نئی لے گزشتہ دنوں پولیس مقابلے میں 19 سے زائد ڈکیتی کے مقدمات میں مطلوب ڈاکو ہلاک ہوا ۔ کمیٹی کے ہمراہ ایک خصوصی ٹیم بھی موقع پر موجود تھی ۔: [251, 13, 345, 59]
section-tag: خبر: [211, 681, 245, 696]
section-body: تعلیمی اداروں میں داخلہ مہم کا آغاز کر دیا گیا، بچوں کو سکولوں میں داخل کرانے کے لیے والدین سے تعاون کی اپیل کی گئی ہے: [147, 828, 245, 862]
section-number: 49: [769, 1237, 799, 1252]
column-7: [2, 12, 144, 1566]
section-title-gap: [282, 990, 311, 1005]
section-header-49[interactable]: [769, 1237, 865, 1252]
column-1: [663, 12, 765, 1566]
section-body: کمشنر کی ہدایت، جنگی بنیادوں پر چھپائی کرنے کی ہدایت کی۔ ڈپٹی کمشنر خالد جاوید گورائیہ نے کہا کہ وزیراعلیٰ پنجاب مریم نواز شریف کی ہدایت پر کرپشن پر گرمیوں کا گرم دورہ جلد ہی کے لیے اقدامات جاری ہیں۔ قانونی تحفظ مہیا کرنے کیلئے کمشنر کو جلد انتہا جا رہا ہے ۔ تمام حفظ مجھے کرش و کاروباری املاک کو اپنی ذمہ داری جاری کرنے کیلئے حفظ آرائیں اور معیار ماسک کا خاص خیال رکھیں: [147, 77, 245, 179]
section-title-gap: [382, 353, 424, 368]
section-title-gap: [36, 491, 107, 506]
section-body: وفاقی کے جانب سے منظور کردہ منصوبے پر عمل درآمد شروع کر دیا گیا ہے اور فنڈز کی پہلی قسط جاری کر دی گئی ہے: [464, 912, 560, 945]
section-number: 45: [667, 559, 697, 574]
section-number: 48: [769, 1134, 799, 1149]
section-title-gap: [178, 457, 211, 472]
section-title-gap: [178, 604, 211, 619]
pakistan-flag: [774, 586, 785, 646]
section-header-31[interactable]: [464, 393, 559, 408]
section-tag: خبر: [211, 457, 245, 472]
col2-intro-b: سہولیات کی فراہمی حکومت پنجاب کی اولین ترجیح ہے اور اس قسم میں کسی قسم کی غفلت برداشت نہیں کی جائے گی ۔ کمشنر نے ہدایت کی کہ شہریوں کو مفت صاف پانی کی فراہمی ہر صورت یقینی بنائی جائے تاکہ لائی آپ کے کلام کو مزید مؤثر بنانے کے لیے فوری اور عملی اقدامات کیے جائیں ۔ اس موقع پر ایم او ای اور ساجد ہوا ڈپٹی کمشنر نے کمشنر کو دورے کے جاری و مجددہ ترقیاتی منصوبوں، درپیش مسائل اور ان کے عمل کے لیے اٹھائے گئے اقدامات پر تفصیلی بریفنگ دی ۔: [566, 63, 661, 173]
section-tag: خبر: [311, 465, 345, 480]
section-number: 47: [769, 1066, 799, 1081]
section-tag: خبر: [423, 75, 457, 90]
section-tag: خبر: [526, 393, 560, 408]
section-title-gap: [597, 836, 627, 851]
section-header-35[interactable]: [464, 894, 559, 909]
section-number: 32: [464, 444, 494, 459]
section-title-gap: [382, 75, 424, 90]
col6-intro: پولیس کی کارروائی کے خلاف اپیل دائر کی گئی اور عدالت نے فریقین کو طلب کر لیا ۔ اگلی سماعت پر تفصیلی دلائل سنے جائیں گے اور اس کے بعد فیصلہ محفوظ کیا جائے گا ۔: [147, 13, 245, 51]
worker: [816, 282, 821, 318]
section-header-39[interactable]: [567, 559, 661, 574]
col6-filler-a: سہولیات کی فراہمی حکومت پنجاب کی اولین ترجیح ہے اور اس قسم میں کسی قسم کی غفلت برداشت نہیں کی جائے گی ۔ کمشنر نے ہدایت کی کہ شہریوں کو مفت صاف پانی کی فراہمی ہر صورت یقینی بنائی جائے تاکہ لائی آپ کے کلام کو مزید مؤثر بنانے کے لیے فوری اور عملی اقدامات کیے جائیں ۔ اس موقع پر ایم او ای اور ساجد ہوا ڈپٹی کمشنر نے کمشنر کو دورے کے جاری و مجددہ ترقیاتی منصوبوں، درپیش مسائل اور ان کے عمل کے لیے اٹھائے گئے اقدامات پر تفصیلی بریفنگ دی ۔: [147, 182, 245, 310]
column-5: [248, 12, 348, 1566]
section-tag: خبر: [526, 83, 560, 98]
col2-filler-b: سے کئی انتظام ہے کہ انکی آٹھ روڈ اور انہوں کی نئی لے گزشتہ دنوں پولیس مقابلے میں 19 سے زائد ڈکیتی کے مقدمات میں مطلوب ڈاکو ہلاک ہوا ۔ کمیٹی کے ہمراہ ایک خصوصی ٹیم بھی موقع پر موجود تھی ۔: [566, 698, 661, 757]
column-4: [348, 12, 461, 1566]
col6-filler-b: مکمل کرنے والے 48 مرد خواتین کے لیے تربیت کا اہتمام کرنے ہوئے رضاکاروں کو ٹریننگ دی گئی ۔ اس موقع پر ان کا کہنا تھا کہ ہنگامی حالات میں فوری رسپانس کے لیے تربیت یافتہ عملہ ناگزیر ہے ۔ انہوں نے مزید کہا کہ ریسکیو سروسز کو جدید آلات سے لیس کیا جا رہا ہے ۔: [147, 381, 245, 449]
col4-spacer: [352, 857, 458, 1566]
section-tag: خبر: [831, 1134, 865, 1149]
photo-mou-signing: [769, 573, 865, 675]
column-0: [766, 12, 868, 1566]
section-title-gap: [494, 333, 525, 348]
section-header-17[interactable]: [252, 465, 345, 480]
section-title-gap: [382, 413, 424, 428]
section-header-18[interactable]: [252, 533, 345, 548]
section-header-10[interactable]: [148, 318, 245, 333]
section-title-gap: [597, 559, 627, 574]
section-header-42[interactable]: [567, 896, 661, 911]
col1-filler-b: پولیس کی کارروائیوں کے خلاف اپیل کی گئی ۔ ضلعی انتظامیہ نے واضح کیا کہ کسی بھی شہری کو بلاوجہ تنگ نہیں کیا جائے گا ، تاہم قانون شکنی پر کوئی رعایت نہیں دی جائے گی ۔ شہریوں نے انتظامیہ کے اقدامات کو سراہتے ہوئے مزید بہتری کی امید ظاہر کی ۔: [667, 483, 763, 551]
section-title-gap: [282, 533, 311, 548]
col5-spacer: [252, 1079, 345, 1566]
section-title-gap: [597, 627, 627, 642]
section-body: 500 اور 400 کے قریب درخواستیں موصول ہوئیں جن پر فوری کارروائی کرتے ہوئے مسائل حل کیے گئے، شہریوں نے انتظامیہ کے اقدامات کو سراہا: [251, 550, 345, 593]
section-body: محکمہ صحت کی ٹیموں نے ضلع بھر میں مختلف ہوٹلوں اور بیکریوں کا معائنہ کیا، ناقص اشیاء تلف کر دی گئیں اور بھاری جرمانے عائد کیے گئے: [6, 613, 141, 638]
section-number: 10: [148, 318, 178, 333]
section-body: چاند ، حکیم ، ڈاکٹر ارشد محسن ، نیو پروفیسر علی حسن نے اس موقع پر خطاب کرتے ہوئے عوام کی صحت کے حوالے سے اہم تجاویز پیش کیں: [667, 576, 763, 619]
section-title-gap: [697, 559, 728, 574]
section-number: 40: [567, 627, 597, 642]
section-number: 34: [464, 826, 494, 841]
section-number: 17: [252, 465, 282, 480]
section-number: 26: [352, 594, 382, 609]
section-title-gap: [494, 826, 525, 841]
section-number: 38: [567, 465, 597, 480]
section-title-gap: [282, 879, 311, 894]
section-header-43[interactable]: [667, 247, 762, 262]
section-header-24[interactable]: [352, 413, 458, 428]
section-header-32[interactable]: [464, 444, 559, 459]
photo-mou-caption-a: ساہیوال (رپورٹ نثار احمد شریف) ڈسٹرکٹ پولیس آفیسر ساہیوال محمد عثمان ٹیپو نے پولیس اہلکاروں، اہلخانہ، شہداء کے ورثاء، نادار مستحق مریضوں اور جوانوں کے لیے طبی سہولیات کی فراہمی کے حوالے سے ایک اہم فلاحی اقدام اٹھاتے ہوئے ڈاکٹر شفیق الحق (کنسلٹنٹ گاما کالم ہسپتال اینڈ ڈائیگنوسٹک سینٹر) کے ساتھ مفاہمتی یادداشت (MOU) پر دستخط کیے۔: [768, 677, 865, 779]
section-number: 16: [252, 309, 282, 324]
section-header-6[interactable]: [6, 491, 141, 506]
section-tag: خبر: [211, 604, 245, 619]
section-tag: خبر: [107, 27, 141, 42]
col3-filler-e: پولیس کی کارروائی کے خلاف اپیل دائر کی گئی اور عدالت نے فریقین کو طلب کر لیا ۔ اگلی سماعت پر تفصیلی دلائل سنے جائیں گے اور اس کے بعد فیصلہ محفوظ کیا جائے گا ۔: [464, 948, 560, 990]
section-title-gap: [36, 432, 107, 447]
section-title-gap: [36, 596, 107, 611]
